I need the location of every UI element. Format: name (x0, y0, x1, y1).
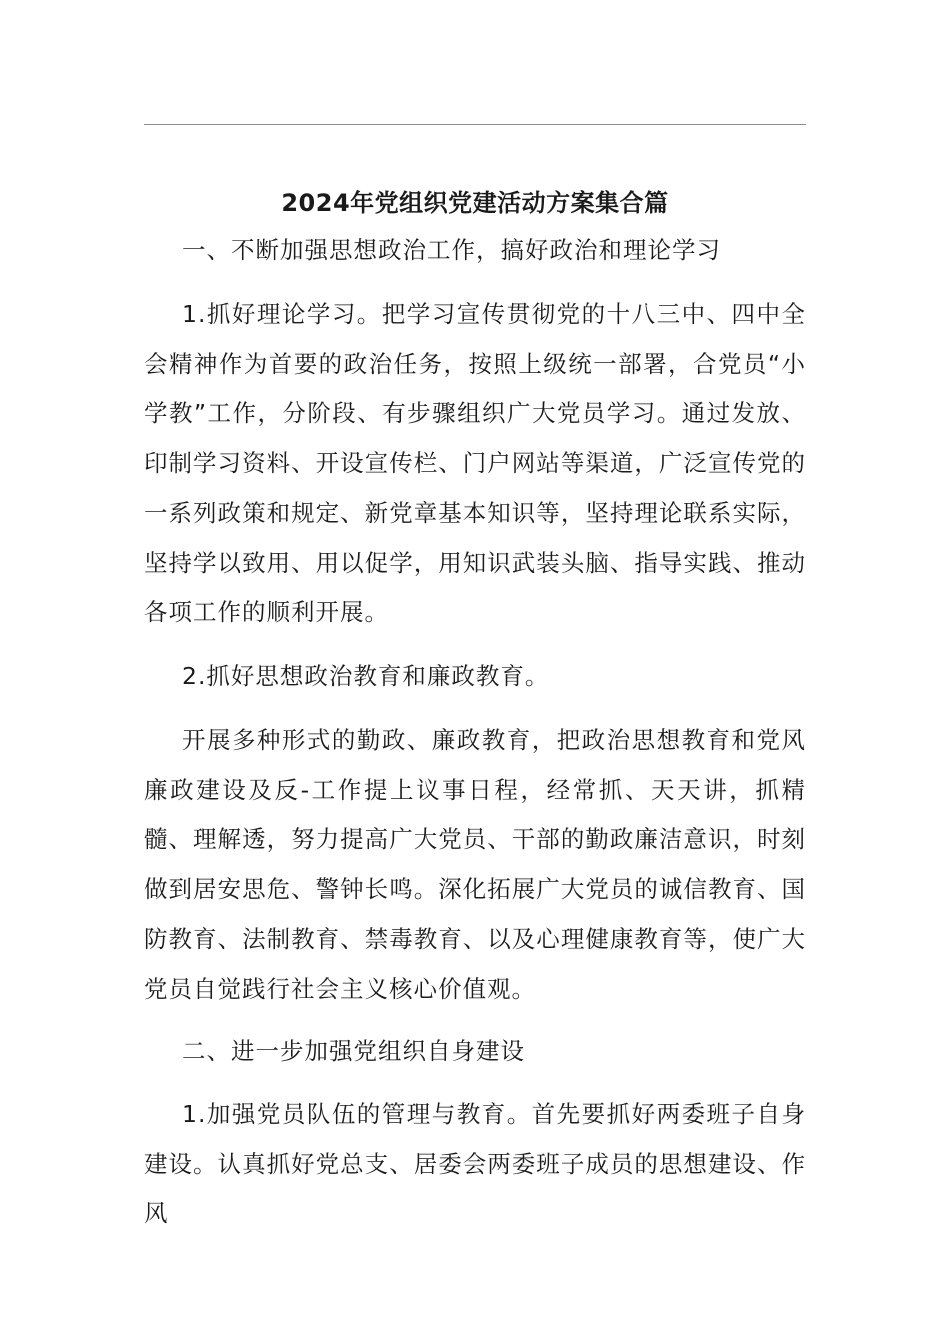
section-heading-2: 二、进一步加强党组织自身建设 (182, 1037, 525, 1065)
paragraph-party-management: 1.加强党员队伍的管理与教育。首先要抓好两委班子自身建设。认真抓好党总支、居委会两委班子成员的思想建设、作风 (144, 1100, 806, 1228)
section-heading-1: 一、不断加强思想政治工作，搞好政治和理论学习 (182, 236, 721, 264)
header-rule (144, 124, 806, 125)
document-title: 2024年党组织党建活动方案集合篇 (281, 189, 669, 217)
paragraph-theory-study: 1.抓好理论学习。把学习宣传贯彻党的十八三中、四中全会精神作为首要的政治任务，按照上级统一部署，合党员“小学教”工作，分阶段、有步骤组织广大党员学习。通过发放、印制学习资料、开设宣传栏、门户网站等渠道，广泛宣传党的一系列政策和规定、新党章基本知识等，坚持理论联系实际，坚持学以致用、用以促学，用知识武装头脑、指导实践、推动各项工作的顺利开展。 (144, 300, 806, 627)
paragraph-education-heading: 2.抓好思想政治教育和廉政教育。 (182, 662, 550, 690)
paragraph-integrity-education: 开展多种形式的勤政、廉政教育，把政治思想教育和党风廉政建设及反-工作提上议事日程，经常抓、天天讲，抓精髓、理解透，努力提高广大党员、干部的勤政廉洁意识，时刻做到居安思危、警钟长鸣。深化拓展广大党员的诚信教育、国防教育、法制教育、禁毒教育、以及心理健康教育等，使广大党员自觉践行社会主义核心价值观。 (144, 726, 806, 1003)
